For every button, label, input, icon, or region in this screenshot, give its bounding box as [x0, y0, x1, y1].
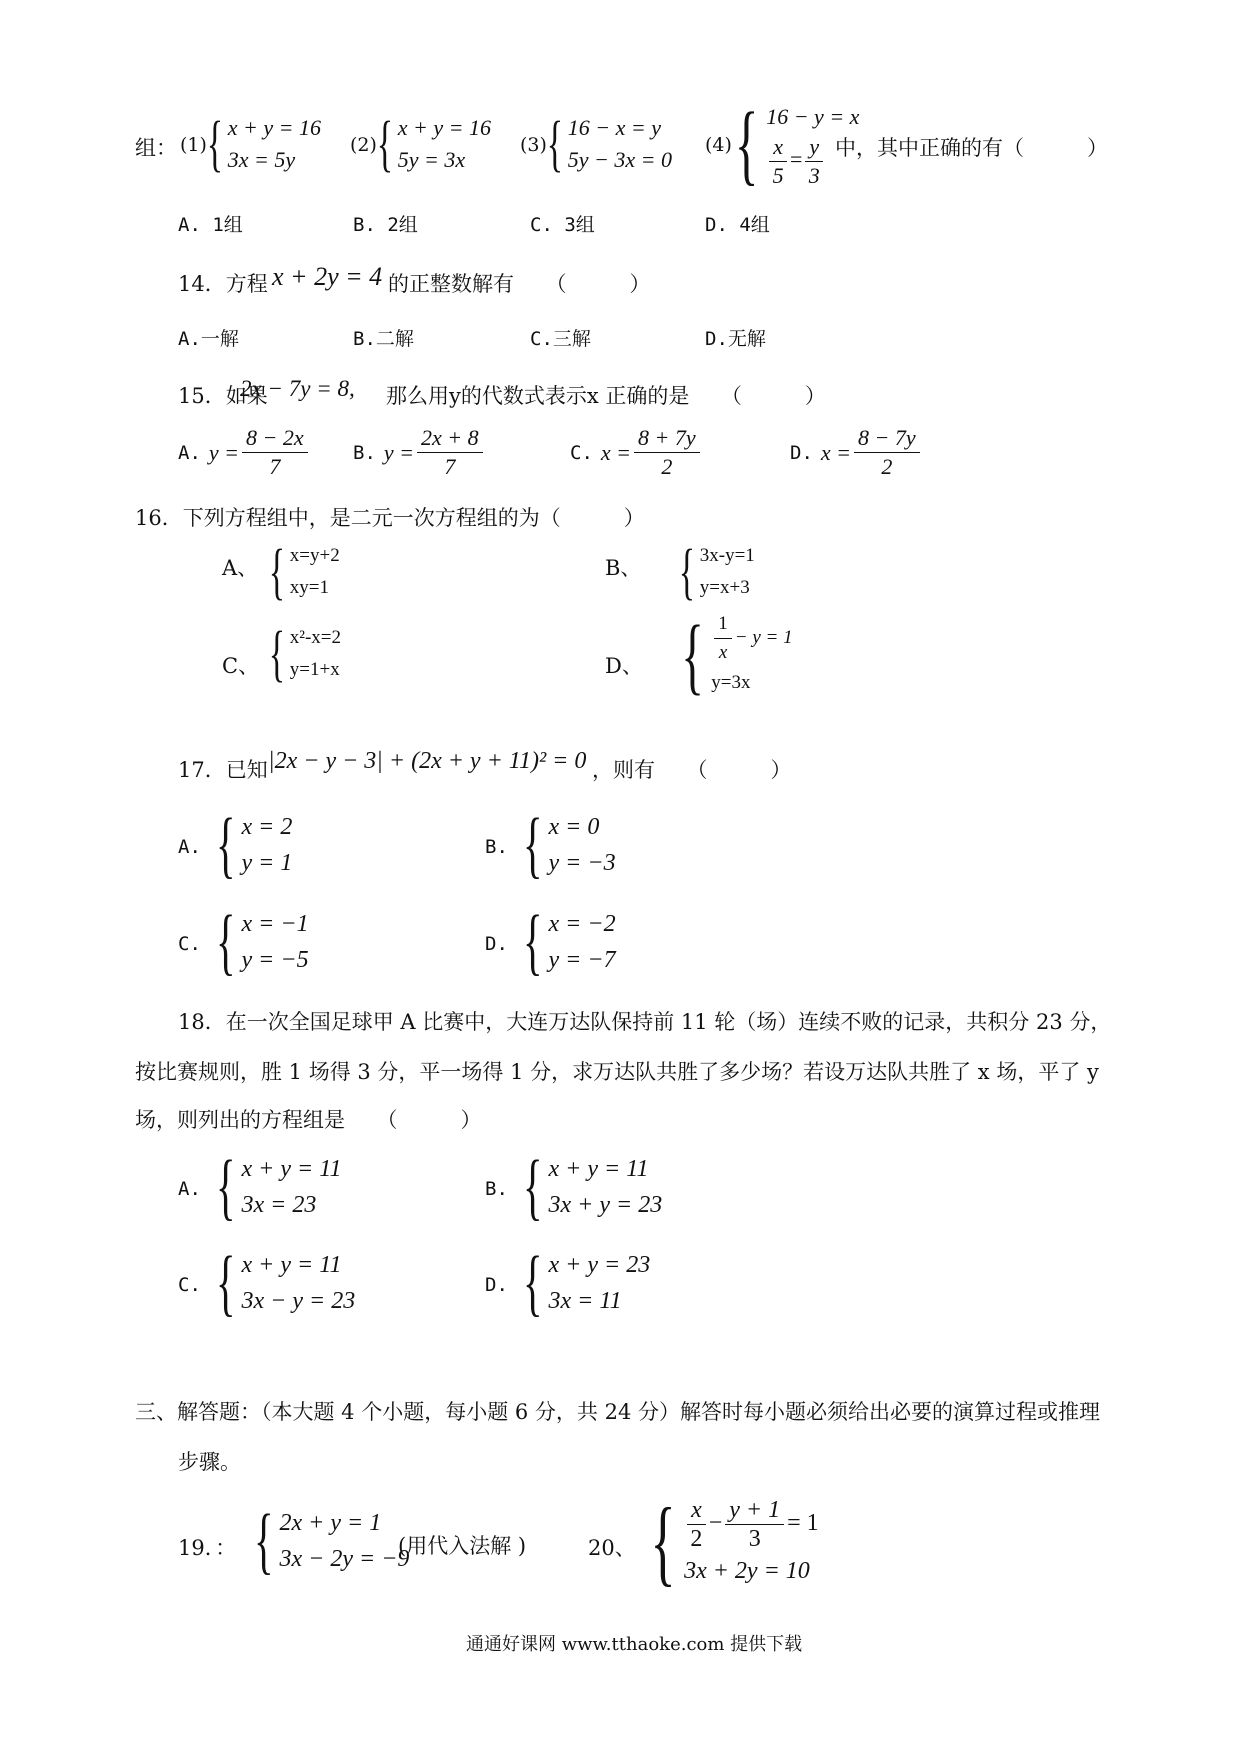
q13-option-c: C. 3组	[530, 214, 595, 236]
frac-num: 8 − 7y	[854, 424, 920, 453]
q16-c-label: C、	[222, 654, 260, 678]
q18-b-label: B.	[485, 1178, 508, 1200]
frac-den: 3	[808, 162, 820, 188]
q13-option-d: D. 4组	[705, 214, 770, 236]
equals: =	[789, 146, 803, 172]
q17-a-label: A.	[178, 836, 201, 858]
q13-system-1	[200, 112, 321, 176]
lhs: x =	[600, 439, 632, 465]
q18-c-label: C.	[178, 1274, 201, 1296]
frac-num: 8 − 2x	[242, 424, 308, 453]
q13-label-2: (2)	[350, 134, 377, 156]
q17-system-a	[208, 804, 293, 886]
eq-line: y=x+3	[699, 577, 750, 598]
q15-option-a	[178, 424, 311, 481]
eq-line: 3x − 2y = −9	[279, 1546, 410, 1572]
brace: {	[734, 95, 759, 194]
eq-line: 3x = 23	[241, 1192, 317, 1218]
q14-option-d: D.无解	[705, 328, 766, 350]
brace: {	[546, 110, 564, 178]
frac-num: x	[687, 1496, 706, 1525]
option-label: A.	[178, 441, 201, 464]
q18-system-b	[515, 1146, 663, 1228]
eq-line: y = 1	[241, 850, 293, 876]
eq-line-fraction	[711, 610, 792, 667]
eq-line: 16 − x = y	[567, 115, 661, 140]
frac-num: 8 + 7y	[634, 424, 700, 453]
q13-tail: 中，其中正确的有（ ）	[835, 136, 1108, 160]
q19-system	[246, 1500, 410, 1582]
q15-option-b	[353, 424, 486, 481]
eq-line: x + y = 11	[241, 1156, 342, 1182]
brace: {	[268, 620, 286, 688]
eq-line: 5y − 3x = 0	[567, 147, 672, 172]
q18-line-2: 按比赛规则，胜 1 场得 3 分，平一场得 1 分，求万达队共胜了多少场？若设万达队共胜了 x 场，平了 y	[135, 1060, 1099, 1084]
eq-line: x + y = 11	[241, 1252, 342, 1278]
brace: {	[376, 110, 394, 178]
brace: {	[268, 538, 286, 606]
option-label: C.	[570, 441, 593, 464]
q18-line-1: 18．在一次全国足球甲 A 比赛中，大连万达队保持前 11 轮（场）连续不败的记录，共积分 23 分，	[178, 1010, 1112, 1034]
q14-option-b: B.二解	[353, 328, 414, 350]
q17-stem-b: ，则有 （ ）	[592, 758, 792, 782]
lhs: y =	[383, 439, 415, 465]
option-label: D.	[790, 441, 813, 464]
q18-system-a	[208, 1146, 342, 1228]
q13-label-1: (1)	[180, 134, 207, 156]
q18-d-label: D.	[485, 1274, 508, 1296]
frac-den: 2	[881, 454, 893, 479]
q16-stem: 16．下列方程组中，是二元一次方程组的为（ ）	[135, 506, 645, 530]
eq-line: y=1+x	[289, 659, 340, 680]
frac-den: 5	[772, 162, 784, 188]
section3-line-2: 步骤。	[178, 1450, 241, 1474]
eq-line: x + y = 16	[397, 115, 491, 140]
q14-equation: x + 2y = 4	[272, 262, 383, 291]
q20-label: 20、	[588, 1536, 636, 1560]
q13-system-3	[540, 112, 672, 176]
q16-b-label: B、	[605, 556, 642, 580]
q17-system-c	[208, 901, 309, 983]
frac-num: 1	[714, 610, 732, 639]
q15-option-d	[790, 424, 923, 481]
footer-text: 通通好课网 www.tthaoke.com 提供下载	[466, 1634, 803, 1655]
q13-system-2	[370, 112, 491, 176]
frac-den: 2	[690, 1525, 703, 1552]
eq-line: y = −5	[241, 947, 309, 973]
eq-line: x + y = 23	[548, 1252, 651, 1278]
eq-line: 2x + y = 1	[279, 1510, 382, 1536]
eq-line: y = −3	[548, 850, 616, 876]
brace: {	[206, 110, 224, 178]
q16-system-c	[262, 622, 341, 686]
q16-a-label: A、	[222, 556, 259, 580]
eq-line: y=3x	[711, 672, 751, 693]
frac-num: y	[805, 133, 823, 162]
eq-line: x=y+2	[289, 545, 340, 566]
q18-line-3: 场，则列出的方程组是 （ ）	[135, 1108, 482, 1132]
q16-system-a	[262, 540, 340, 604]
frac-num: x	[769, 133, 787, 162]
brace: {	[522, 1242, 543, 1324]
frac-den: 7	[269, 454, 281, 479]
frac-den: 7	[444, 454, 456, 479]
brace: {	[253, 1500, 274, 1582]
q20-system	[640, 1488, 819, 1595]
eq-line: x = −1	[241, 911, 309, 937]
q17-expression: |2x − y − 3| + (2x + y + 11)² = 0	[268, 748, 587, 774]
q13-prefix: 组：	[135, 136, 177, 160]
eq-line: 16 − y = x	[766, 103, 860, 129]
eq-line: 3x-y=1	[699, 545, 755, 566]
q17-system-b	[515, 804, 616, 886]
frac-den: 3	[748, 1525, 761, 1552]
eq-line: x + y = 11	[548, 1156, 649, 1182]
eq-line: xy=1	[289, 577, 329, 598]
frac-den: x	[718, 642, 728, 663]
brace: {	[215, 1242, 236, 1324]
rhs: = 1	[787, 1509, 819, 1536]
eq-line: x = 2	[241, 814, 293, 840]
q15-option-c	[570, 424, 703, 481]
eq-line: 3x = 5y	[227, 147, 296, 172]
q13-label-4: (4)	[705, 134, 732, 156]
eq-rest: − y = 1	[734, 626, 793, 648]
eq-line: 3x − y = 23	[241, 1288, 356, 1314]
lhs: y =	[208, 439, 240, 465]
eq-line: x = −2	[548, 911, 616, 937]
eq-line: 3x + 2y = 10	[684, 1557, 810, 1584]
eq-line: x²-x=2	[289, 627, 342, 648]
brace: {	[681, 606, 704, 703]
q16-system-d	[672, 606, 793, 703]
eq-line: x + y = 16	[227, 115, 321, 140]
q17-system-d	[515, 901, 616, 983]
q18-system-c	[208, 1242, 356, 1324]
brace: {	[215, 804, 236, 886]
q14-option-c: C.三解	[530, 328, 591, 350]
q15-stem-a: 15．如果	[178, 384, 268, 408]
q14-option-a: A.一解	[178, 328, 239, 350]
frac-num: 2x + 8	[417, 424, 483, 453]
brace: {	[522, 1146, 543, 1228]
brace: {	[215, 1146, 236, 1228]
brace: {	[522, 804, 543, 886]
q15-stem-b: 那么用y的代数式表示x 正确的是 （ ）	[386, 384, 826, 408]
q14-stem-b: 的正整数解有 （ ）	[388, 272, 651, 296]
q14-stem-a: 14．方程	[178, 272, 268, 296]
section3-line-1: 三、解答题：（本大题 4 个小题，每小题 6 分，共 24 分）解答时每小题必须给出必要的演算过程或推理	[135, 1400, 1100, 1424]
q19-note: (用代入法解 )	[398, 1534, 527, 1558]
frac-den: 2	[661, 454, 673, 479]
q17-c-label: C.	[178, 933, 201, 955]
q17-d-label: D.	[485, 933, 508, 955]
q16-d-label: D、	[605, 654, 643, 678]
q17-stem-a: 17．已知	[178, 758, 268, 782]
q13-label-3: (3)	[520, 134, 547, 156]
eq-line: 3x + y = 23	[548, 1192, 663, 1218]
brace: {	[215, 901, 236, 983]
option-label: B.	[353, 441, 376, 464]
eq-line: 5y = 3x	[397, 147, 466, 172]
q15-equation: 2x − 7y = 8,	[240, 376, 355, 401]
frac-num: y + 1	[725, 1496, 784, 1525]
minus: −	[708, 1509, 723, 1536]
q18-a-label: A.	[178, 1178, 201, 1200]
eq-line-fraction	[684, 1496, 819, 1553]
q18-system-d	[515, 1242, 651, 1324]
brace: {	[678, 538, 696, 606]
brace: {	[522, 901, 543, 983]
eq-line: y = −7	[548, 947, 616, 973]
brace: {	[650, 1488, 676, 1595]
q17-b-label: B.	[485, 836, 508, 858]
q19-label: 19．：	[178, 1536, 237, 1560]
q13-option-a: A. 1组	[178, 214, 243, 236]
eq-line: x = 0	[548, 814, 600, 840]
lhs: x =	[820, 439, 852, 465]
q16-system-b	[672, 540, 755, 604]
eq-line: 3x = 11	[548, 1288, 622, 1314]
q13-option-b: B. 2组	[353, 214, 418, 236]
